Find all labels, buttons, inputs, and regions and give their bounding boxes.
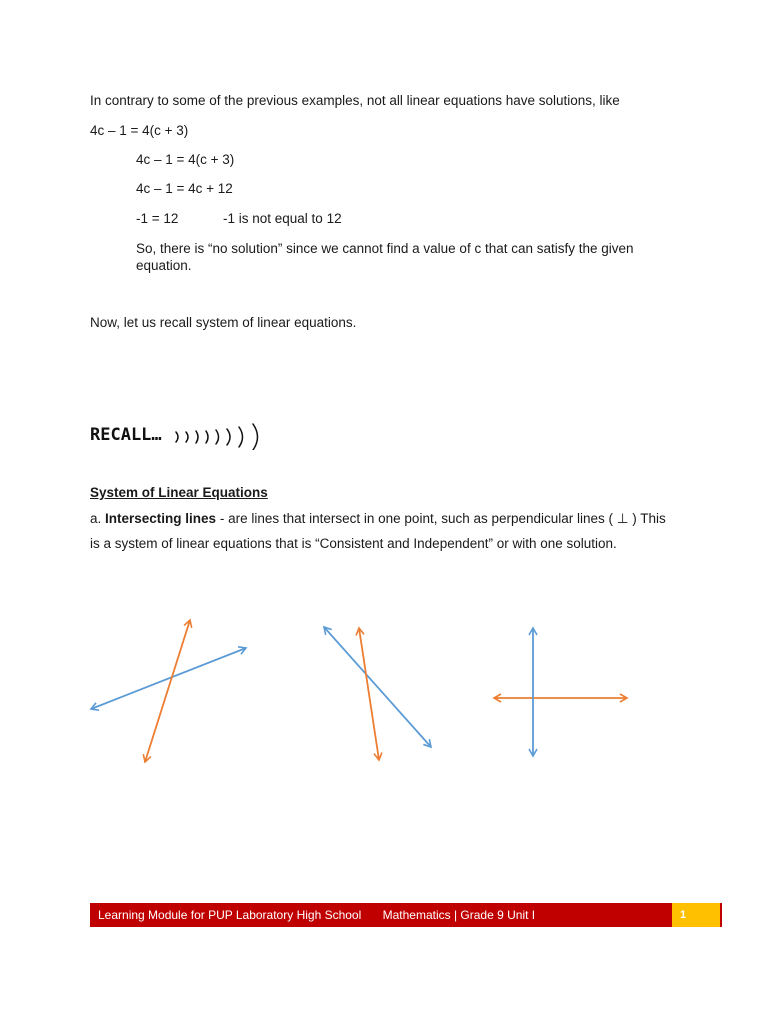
- section-title: System of Linear Equations: [90, 485, 268, 500]
- footer-subject: Mathematics | Grade 9 Unit I: [382, 908, 536, 922]
- step-2: 4c – 1 = 4c + 12: [136, 181, 233, 196]
- recall-sentence: Now, let us recall system of linear equations.: [90, 315, 357, 330]
- diagram-2-orange-line: [359, 628, 379, 760]
- diagram-1-orange-line: [145, 620, 190, 762]
- definition-line-1: [90, 511, 666, 527]
- item-prefix: a.: [90, 511, 102, 526]
- step-3a: -1 = 12: [136, 211, 179, 226]
- equation-main: 4c – 1 = 4(c + 3): [90, 123, 189, 138]
- item-desc: - are lines that intersect in one point, such as perpendicular lines ( ⊥ ) This: [216, 511, 666, 526]
- footer-left: [90, 908, 672, 922]
- conclusion-text: So, there is “no solution” since we cannot find a value of c that can satisfy the given equation.: [136, 241, 634, 273]
- recall-heading: [88, 410, 278, 450]
- svg-text:RECALL…: RECALL…: [90, 425, 162, 445]
- diagram-1-blue-line: [91, 648, 246, 709]
- page-number: 1: [672, 903, 720, 927]
- diagram-2-blue-line: [324, 627, 431, 747]
- intro-text: In contrary to some of the previous examples, not all linear equations have solutions, like: [90, 93, 620, 108]
- item-term: Intersecting lines: [105, 511, 217, 526]
- page-footer: [90, 903, 722, 927]
- step-1: 4c – 1 = 4(c + 3): [136, 152, 235, 167]
- definition-line-2: is a system of linear equations that is “Consistent and Independent” or with one solution.: [90, 536, 617, 551]
- footer-school: Learning Module for PUP Laboratory High School: [98, 908, 362, 922]
- intersecting-lines-diagrams: [80, 610, 660, 780]
- step-3b: -1 is not equal to 12: [223, 211, 342, 226]
